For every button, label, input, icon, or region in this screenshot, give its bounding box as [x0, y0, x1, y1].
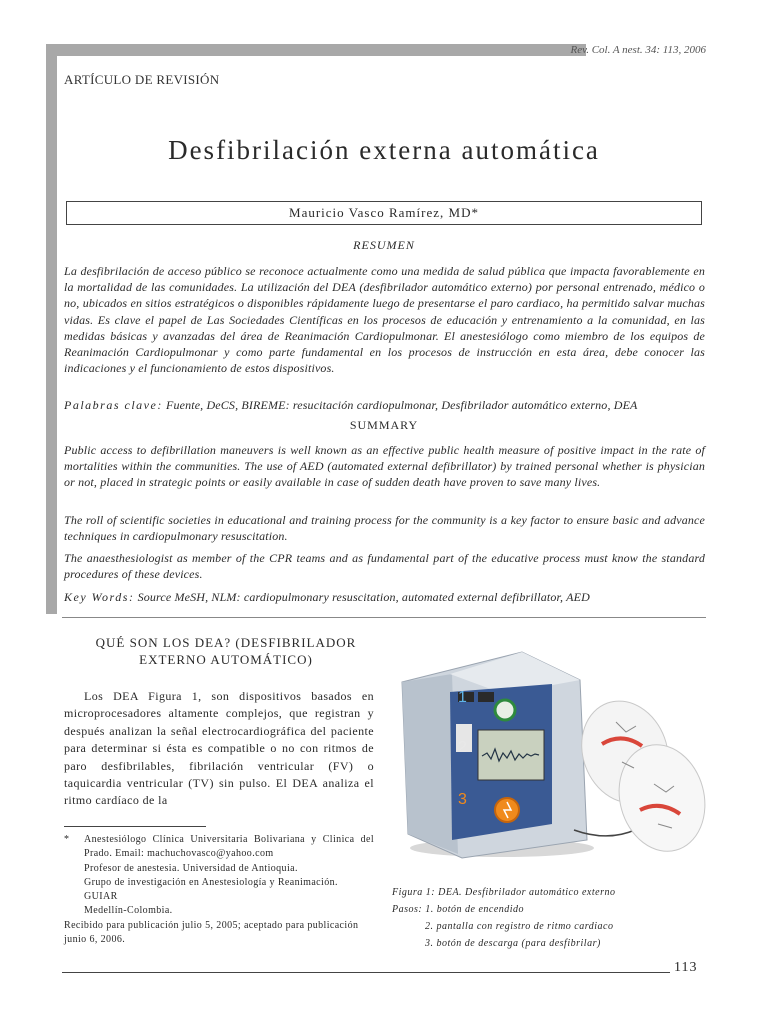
keywords-text: Fuente, DeCS, BIREME: resucitación cardiopulmonar, Desfibrilador automático externo, DEA	[165, 398, 638, 412]
step-text: 1. botón de encendido	[425, 904, 525, 915]
section-heading: QUÉ SON LOS DEA? (DESFIBRILADOR EXTERNO AUTOMÁTICO)	[95, 635, 357, 667]
footnote-mark: *	[64, 834, 70, 845]
keywords-text: Source MeSH, NLM: cardiopulmonary resuscitation, automated external defibrillator, AED	[137, 590, 590, 604]
footer-rule	[62, 972, 670, 973]
caption-title: Figura 1: DEA. Desfibrilador automático externo	[392, 887, 616, 898]
summary-heading: SUMMARY	[349, 418, 419, 432]
footnotes	[64, 833, 374, 947]
device-side	[402, 674, 458, 854]
summary-paragraph: Public access to defibrillation maneuvers is well known as an effective public health measure of positive impact in the rate of mortalities within the communities. The use of AED (automated external defibrillator) by trained personal whether is physician or not, placed in strategic points or easily available in case of sudden death have proven to save many lives.	[64, 443, 705, 490]
keywords-label: Key Words:	[64, 590, 135, 604]
journal-reference: Rev. Col. A nest. 34: 113, 2006	[570, 44, 706, 56]
steps-label: Pasos:	[392, 904, 423, 915]
caption-step: 3. botón de descarga (para desfibrilar)	[425, 938, 601, 949]
step-number: 3	[458, 791, 467, 808]
keywords-label: Palabras clave:	[64, 398, 163, 412]
summary-keywords	[64, 589, 705, 605]
received-note: Recibido para publicación julio 5, 2005; aceptado para publicación junio 6, 2006.	[64, 919, 359, 946]
footnote-rule	[64, 826, 206, 827]
handle-slot	[478, 692, 494, 702]
resumen-keywords	[64, 397, 705, 413]
footnote-line: Medellín-Colombia.	[84, 905, 173, 917]
margin-bar	[46, 44, 57, 614]
body-paragraph: Los DEA Figura 1, son dispositivos basados en microprocesadores altamente complejos, que registran y después analizan la señal electrocardiográfica del paciente para determinar si ésta es compatible o no con ritmos de paro desfibrilables, fibrilación ventricular (FV) o taquicardia ventricular (TV) sin pulso. El DEA analiza el ritmo cardíaco de la	[64, 689, 374, 808]
figure-caption	[392, 884, 706, 952]
power-button	[495, 700, 515, 720]
resumen-heading: RESUMEN	[353, 238, 415, 252]
footnote-line: Anestesiólogo Clínica Universitaria Bolivariana y Clinica del Prado. Email: machuchovasco@yahoo.com	[84, 834, 374, 860]
header-bar	[46, 44, 586, 56]
section-label: ARTÍCULO DE REVISIÓN	[64, 72, 220, 87]
step-number: 1	[458, 689, 467, 706]
aed-device-figure	[392, 634, 706, 872]
footnote-line: Profesor de anestesia. Universidad de Antioquia.	[84, 862, 298, 874]
caption-step: 2. pantalla con registro de ritmo cardiaco	[425, 921, 614, 932]
article-title: Desfibrilación externa automática	[168, 135, 600, 165]
caption-step	[392, 901, 706, 918]
section-divider	[62, 617, 706, 618]
page-number: 113	[674, 960, 698, 975]
summary-paragraph: The roll of scientific societies in educational and training process for the community is a key factor to ensure basic and advance techniques in cardiopulmonary resuscitation.	[64, 513, 705, 544]
summary-paragraph: The anaesthesiologist as member of the CPR teams and as fundamental part of the educative process must know the standard procedures of these devices.	[64, 551, 705, 582]
footnote-line: Grupo de investigación en Anestesiología y Reanimación. GUIAR	[84, 876, 338, 903]
step-number: 2	[458, 739, 467, 756]
author-box: Mauricio Vasco Ramírez, MD*	[66, 201, 702, 225]
resumen-text: La desfibrilación de acceso público se reconoce actualmente como una medida de salud pública que impacta favorablemente en la mortalidad de las comunidades. La utilización del DEA (desfibrilador automático externo) por personal entrenado, médico o no, ubicados en sitios estratégicos o disponibles rápidamente luego de presentarse el paro cardiaco, ha permitido salvar muchas vidas. Es clave el papel de Las Sociedades Científicas en los procesos de educación y entrenamiento a la comunidad, en las medidas básicas y avanzadas del área de Reanimación Cardiopulmonar. El anestesiólogo como miembro de los equipos de Reanimación Cardiopulmonar y como parte fundamental en los procesos de instrucción en esta área, debe conocer las indicaciones y el funcionamiento de estos dispositivos.	[64, 264, 705, 376]
